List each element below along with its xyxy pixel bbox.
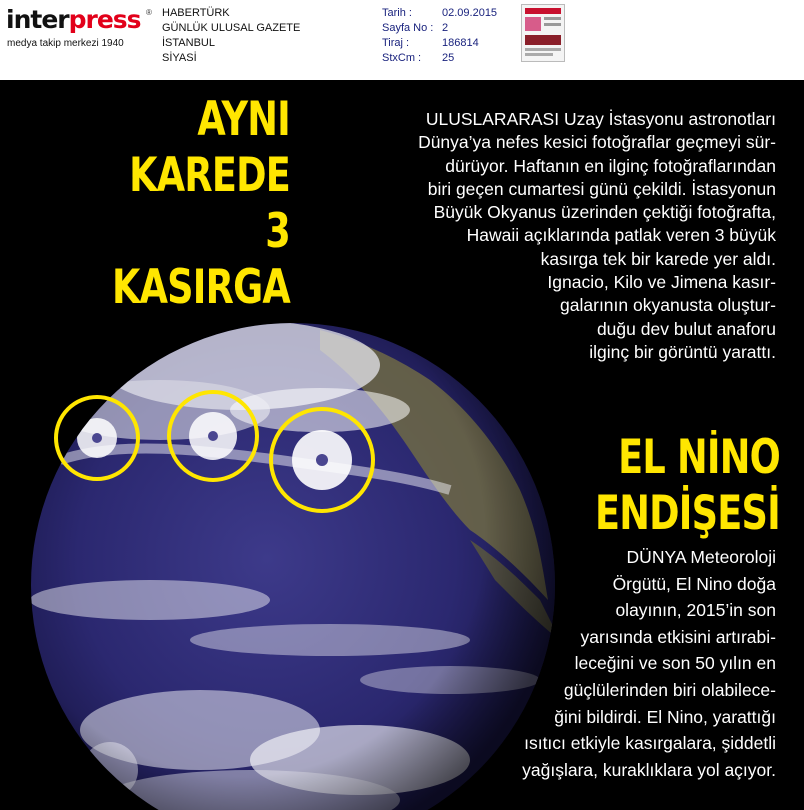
article-clipping <box>0 80 804 810</box>
publication-category: SİYASİ <box>162 52 197 64</box>
article-body-1: ULUSLARARASI Uzay İstasyonu astronotları Dünya’ya nefes kesici fotoğraflar geçmeyi sür- dürüyor. Haftanın en ilginç fotoğraflarından biri geçen cumartesi günü çekildi. İstasyonun Büyük Okyanus üzerinden çektiği fotoğrafta, Hawaii açıklarında patlak veren 3 büyük kasırga tek bir karede yer aldı. Ignacio, Kilo ve Jimena kasır- galarının okyanusta oluştur- duğu dev bulut anaforu ilginç bir görüntü yarattı. <box>418 109 776 362</box>
article-body-2: DÜNYA Meteoroloji Örgütü, El Nino doğa olayının, 2015’in son yarısında etkisini artırabi- leceğini ve son 50 yılın en güçlülerinden biri olabilece- ğini bildirdi. El Nino, yarattığı ısıtıcı etkiyle kasırgalara, şiddetli yağışlara, kuraklıklara yol açıyor. <box>522 547 776 780</box>
page-thumbnail[interactable] <box>521 4 565 62</box>
publication-name: HABERTÜRK <box>162 7 230 19</box>
logo-wordmark: interpress <box>6 5 141 34</box>
publication-city: İSTANBUL <box>162 37 215 49</box>
interpress-logo <box>6 5 152 50</box>
clipping-header: interpress ® medya takip merkezi 1940 HABERTÜRK GÜNLÜK ULUSAL GAZETE İSTANBUL SİYASİ Tarih : 02.09.2015 Sayfa No : 2 Tiraj : 186814 StxCm : 25 <box>0 0 804 80</box>
logo-tagline: medya takip merkezi 1940 <box>7 38 124 49</box>
registered-mark: ® <box>146 8 152 17</box>
publication-type: GÜNLÜK ULUSAL GAZETE <box>162 22 301 34</box>
headline-three-hurricanes: AYNI KAREDE 3 KASIRGA <box>111 92 290 315</box>
publication-info <box>162 6 300 66</box>
headline-el-nino: EL NİNO ENDİŞESİ <box>594 430 780 541</box>
